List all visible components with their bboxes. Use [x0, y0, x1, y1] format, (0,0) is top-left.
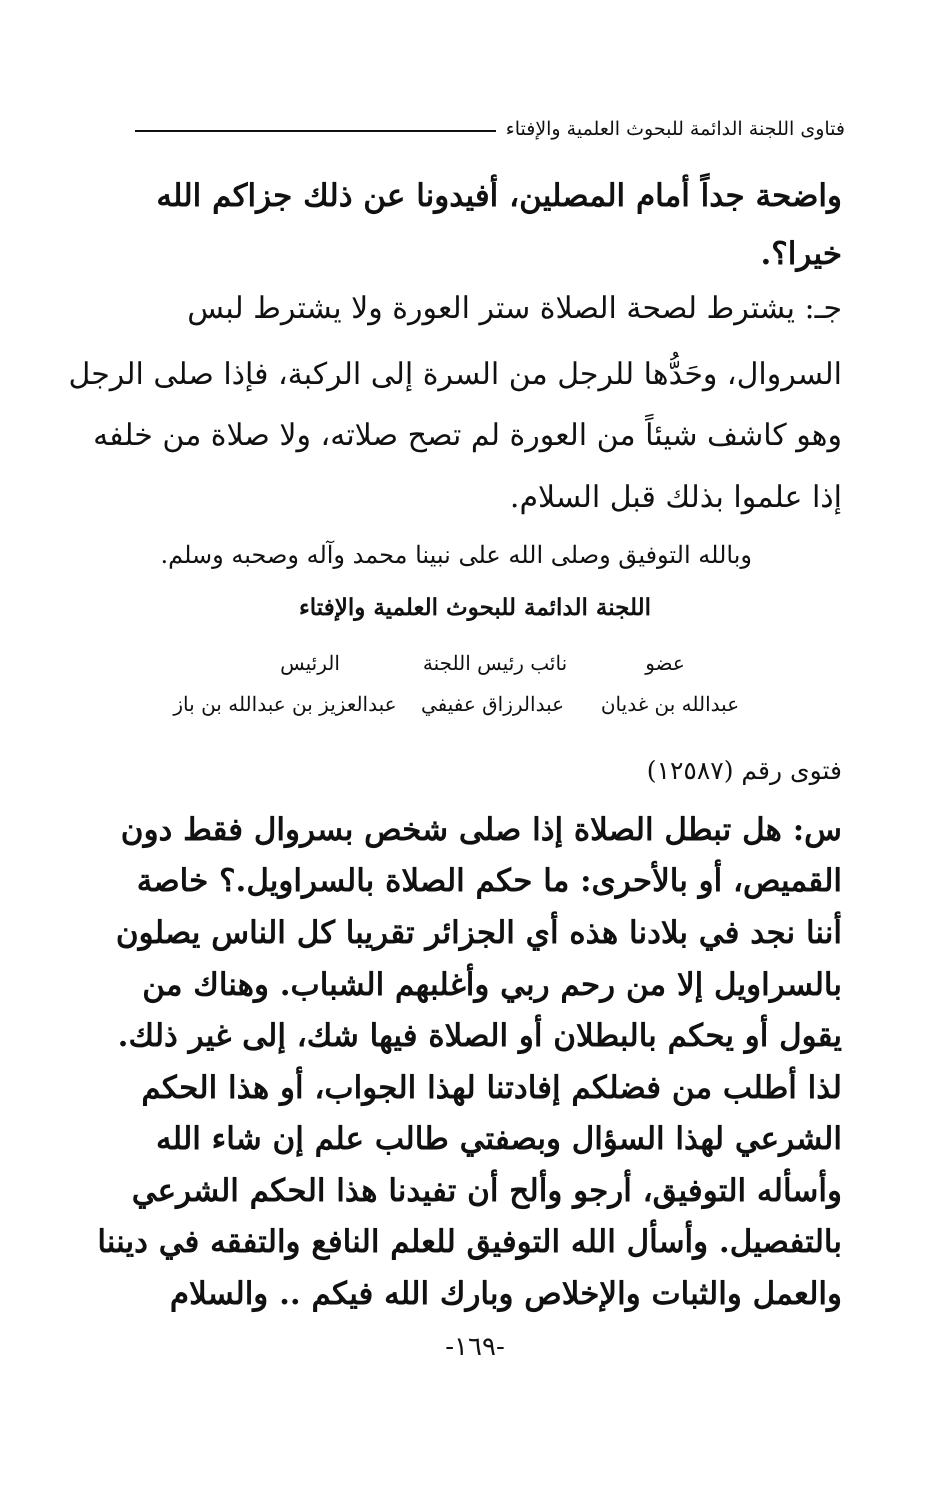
question2-line-10: والعمل والثبات والإخلاص وبارك الله فيكم .. والسلام [169, 1276, 842, 1312]
question2-line-8: وأسأله التوفيق، أرجو وألح أن تفيدنا هذا الحكم الشرعي [131, 1173, 842, 1209]
closing-text: وبالله التوفيق وصلى الله على نبينا محمد وآله وصحبه وسلم. [160, 541, 752, 569]
running-header [135, 112, 845, 146]
page-number: -١٦٩- [445, 1332, 505, 1362]
header-rule [135, 130, 496, 132]
fatwa-number: فتوى رقم (١٢٥٨٧) [646, 756, 842, 785]
question2-line-7: الشرعي لهذا السؤال وبصفتي طالب علم إن شاء الله [155, 1121, 842, 1157]
question1-line-1: واضحة جداً أمام المصلين، أفيدونا عن ذلك جزاكم الله [156, 178, 842, 214]
member-name-3: عبدالعزيز بن عبدالله بن باز [173, 692, 397, 716]
question2-line-9: بالتفصيل. وأسأل الله التوفيق للعلم النافع والتفقه في ديننا [97, 1224, 842, 1260]
question2-line-2: القميص، أو بالأحرى: ما حكم الصلاة بالسراويل.؟ خاصة [136, 863, 842, 899]
question2-line-6: لذا أطلب من فضلكم إفادتنا لهذا الجواب، أو هذا الحكم [141, 1070, 842, 1106]
answer-line-4: إذا علموا بذلك قبل السلام. [509, 480, 842, 515]
question2-line-3: أننا نجد في بلادنا هذه أي الجزائر تقريبا كل الناس يصلون [115, 915, 842, 951]
question2-line-4: بالسراويل إلا من رحم ربي وأغلبهم الشباب. وهناك من [142, 967, 842, 1003]
signature-roles [250, 651, 710, 675]
member-name-1: عبدالله بن غديان [600, 692, 740, 716]
member-role-2: نائب رئيس اللجنة [422, 651, 568, 675]
answer-line-3: وهو كاشف شيئاً من العورة لم تصح صلاته، ولا صلاة من خلفه [93, 418, 842, 453]
member-role-1: عضو [645, 651, 685, 675]
answer-line-1: جـ: يشترط لصحة الصلاة ستر العورة ولا يشترط لبس [187, 291, 842, 326]
question1-line-2: خيرا؟. [760, 236, 842, 272]
signature-names [170, 692, 755, 716]
answer-line-2: السروال، وحَدُّها للرجل من السرة إلى الركبة، فإذا صلى الرجل [68, 357, 842, 392]
committee-title: اللجنة الدائمة للبحوث العلمية والإفتاء [298, 594, 652, 621]
question2-line-5: يقول أو يحكم بالبطلان أو الصلاة فيها شك، إلى غير ذلك. [117, 1018, 842, 1054]
member-name-2: عبدالرزاق عفيفي [420, 692, 565, 716]
question2-line-1: س: هل تبطل الصلاة إذا صلى شخص بسروال فقط دون [120, 812, 842, 848]
member-role-3: الرئيس [280, 651, 340, 675]
header-title: فتاوى اللجنة الدائمة للبحوث العلمية والإفتاء [505, 118, 845, 140]
